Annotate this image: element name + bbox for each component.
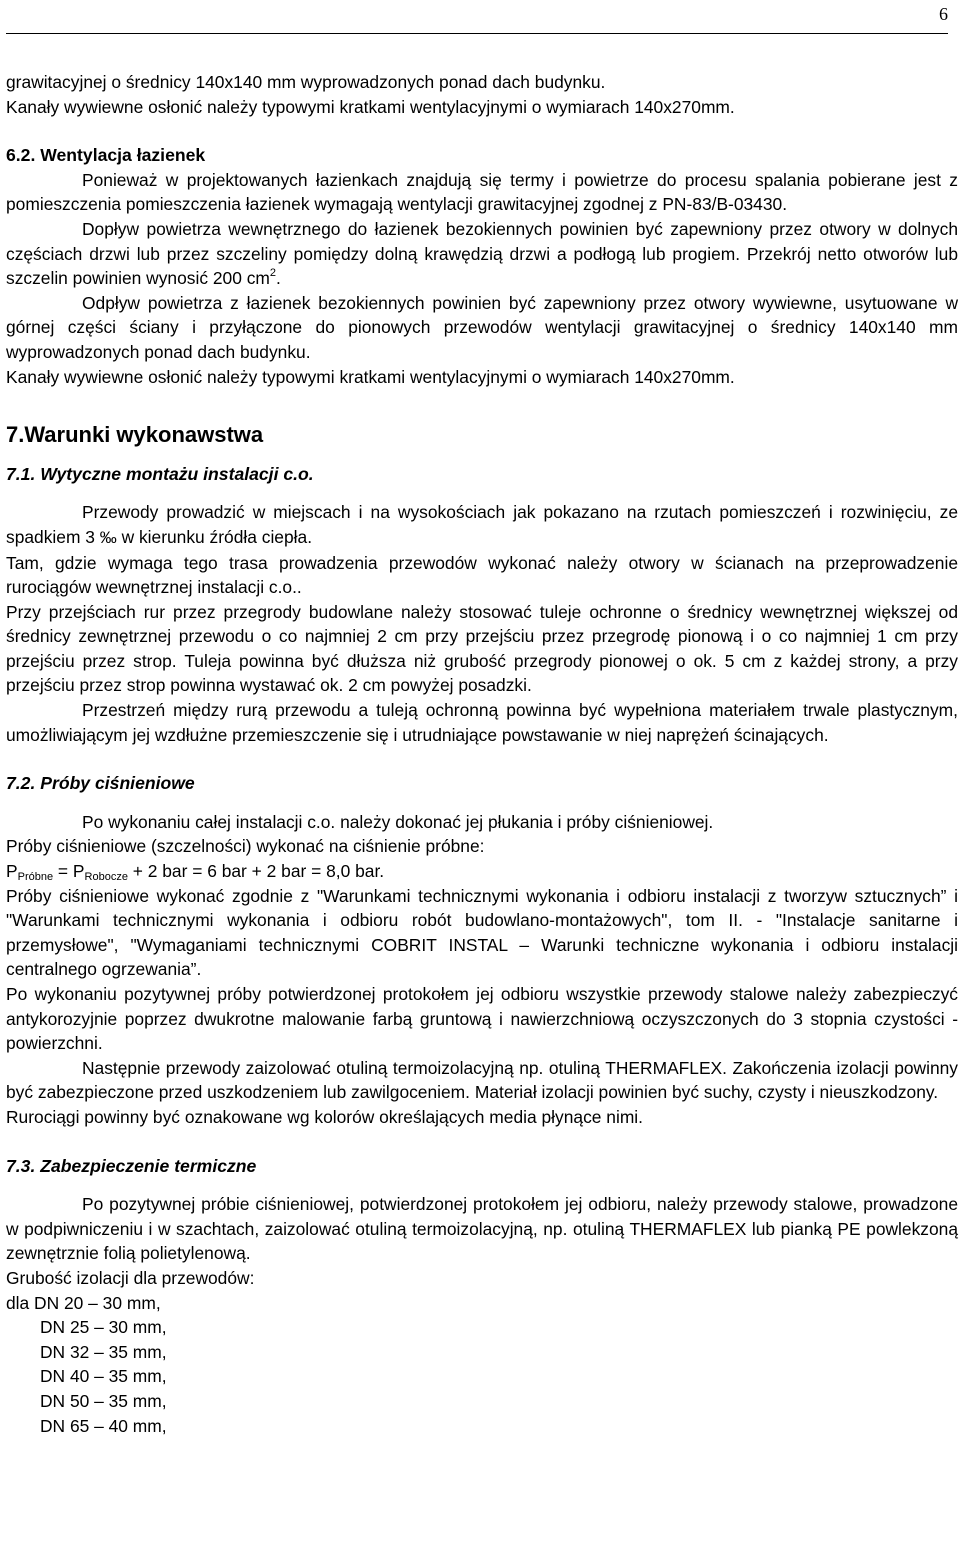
section-6-2-heading: 6.2. Wentylacja łazienek	[6, 145, 206, 166]
document-body	[6, 70, 958, 1438]
paragraph: Po pozytywnej próbie ciśnieniowej, potwierdzonej protokołem jej odbioru, należy przewody stalowe, prowadzone w podpiwniczeniu i w szachtach, zaizolować otuliną termoizolacyjną, np. otuliną THERMAFLEX lub pianką PE powlekzoną zewnętrznie folią polietylenową.	[6, 1194, 958, 1264]
paragraph: Przewody prowadzić w miejscach i na wysokościach jak pokazano na rzutach pomieszczeń i rozwinięciu, ze spadkiem 3 ‰ w kierunku źródła ciepła.	[6, 502, 958, 547]
paragraph: Przestrzeń między rurą przewodu a tuleją ochronną powinna być wypełniona materiałem trwale plastycznym, umożliwiającym jej wzdłużne przemieszczenie się i utrudniające powstawanie w niej naprężeń ścinających.	[6, 700, 958, 745]
paragraph: Przy przejściach rur przez przegrody budowlane należy stosować tuleje ochronne o średnicy wewnętrznej większej od średnicy zewnętrznej przewodu o co najmniej 2 cm przy przejściu przez przegrodę pionową i o co najmniej 1 cm przy przejściu przez strop. Tuleja powinna być dłuższa niż grubość przegrody pionowej o ok. 5 cm z każdej strony, a przy przejściu przez strop powinna wystawać ok. 2 cm powyżej posadzki.	[6, 601, 958, 696]
paragraph: Grubość izolacji dla przewodów:	[6, 1267, 255, 1288]
section-7-3-heading: 7.3. Zabezpieczenie termiczne	[6, 1155, 257, 1176]
paragraph: Po wykonaniu pozytywnej próby potwierdzonej protokołem jej odbioru wszystkie przewody stalowe należy zabezpieczyć antykorozyjnie poprzez dwukrotne malowanie farbą gruntową i nawierzchniową oczyszczonych do 3 stopnia czystości - powierzchni.	[6, 984, 958, 1054]
page-number: 6	[939, 4, 948, 24]
list-item: DN 50 – 35 mm,	[40, 1390, 167, 1411]
paragraph: Po wykonaniu całej instalacji c.o. należy dokonać jej płukania i próby ciśnieniowej.	[82, 811, 714, 832]
section-7-2-heading: 7.2. Próby ciśnieniowe	[6, 773, 195, 794]
paragraph: Dopływ powietrza wewnętrznego do łazienek bezokiennych powinien być zapewniony przez otwory w dolnych częściach drzwi lub przez szczeliny pomiędzy dolną krawędzią drzwi a podłogą lub progiem. Przekrój netto otworów lub szczelin powinien wynosić 200 $cm^2$.	[6, 218, 958, 289]
paragraph: Odpływ powietrza z łazienek bezokiennych powinien być zapewniony przez otwory wywiewne, usytuowane w górnej części ściany i przyłączone do pionowych przewodów wentylacji grawitacyjnej o średnicy 140x140 mm wyprowadzonych ponad dach budynku.	[6, 292, 958, 362]
intro-paragraph: Kanały wywiewne osłonić należy typowymi kratkami wentylacyjnymi o wymiarach 140x270mm.	[6, 96, 735, 117]
list-item: DN 32 – 35 mm,	[40, 1341, 167, 1362]
list-item: DN 25 – 30 mm,	[40, 1317, 167, 1338]
paragraph: Następnie przewody zaizolować otuliną termoizolacyjną np. otuliną THERMAFLEX. Zakończenia izolacji powinny być zabezpieczone przed uszkodzeniem lub zawilgoceniem. Materiał izolacji powinien być suchy, czysty i nieuszkodzony.	[6, 1057, 958, 1103]
paragraph: Próby ciśnieniowe (szczelności) wykonać na ciśnienie próbne:	[6, 836, 485, 857]
paragraph: Próby ciśnieniowe wykonać zgodnie z "Warunkami technicznymi wykonania i odbioru instalacji z tworzyw sztucznych” i "Warunkami technicznymi wykonania i odbioru robót budowlano-montażowych", tom II. - "Instalacje sanitarne i przemysłowe", "Wymaganiami technicznymi COBRIT INSTAL – Warunki techniczne wykonania i odbioru instalacji centralnego ogrzewania”.	[6, 885, 958, 980]
section-7-heading: 7.Warunki wykonawstwa	[6, 422, 264, 448]
list-item: dla DN 20 – 30 mm,	[6, 1292, 161, 1313]
header-rule	[6, 33, 948, 34]
intro-paragraph: grawitacyjnej o średnicy 140x140 mm wyprowadzonych ponad dach budynku.	[6, 72, 606, 92]
paragraph: Ponieważ w projektowanych łazienkach znajdują się termy i powietrze do procesu spalania pobierane jest z pomieszczenia pomieszczenia łazienek wymagają wentylacji grawitacyjnej zgodnej z PN-83/B-03430.	[6, 169, 958, 215]
list-item: DN 40 – 35 mm,	[40, 1366, 167, 1387]
paragraph: Tam, gdzie wymaga tego trasa prowadzenia przewodów wykonać należy otwory w ścianach na przeprowadzenie rurociągów wewnętrznej instalacji c.o..	[6, 552, 958, 598]
pressure-formula: $P_{Próbne} = P_{Robocze} + 2$ bar = 6 bar + 2 bar = 8,0 bar.	[6, 861, 385, 884]
list-item: DN 65 – 40 mm,	[40, 1415, 167, 1436]
section-7-1-heading: 7.1. Wytyczne montażu instalacji c.o.	[6, 463, 314, 484]
paragraph: Kanały wywiewne osłonić należy typowymi kratkami wentylacyjnymi o wymiarach 140x270mm.	[6, 366, 735, 387]
paragraph: Rurociągi powinny być oznakowane wg kolorów określających media płynące nimi.	[6, 1106, 643, 1127]
